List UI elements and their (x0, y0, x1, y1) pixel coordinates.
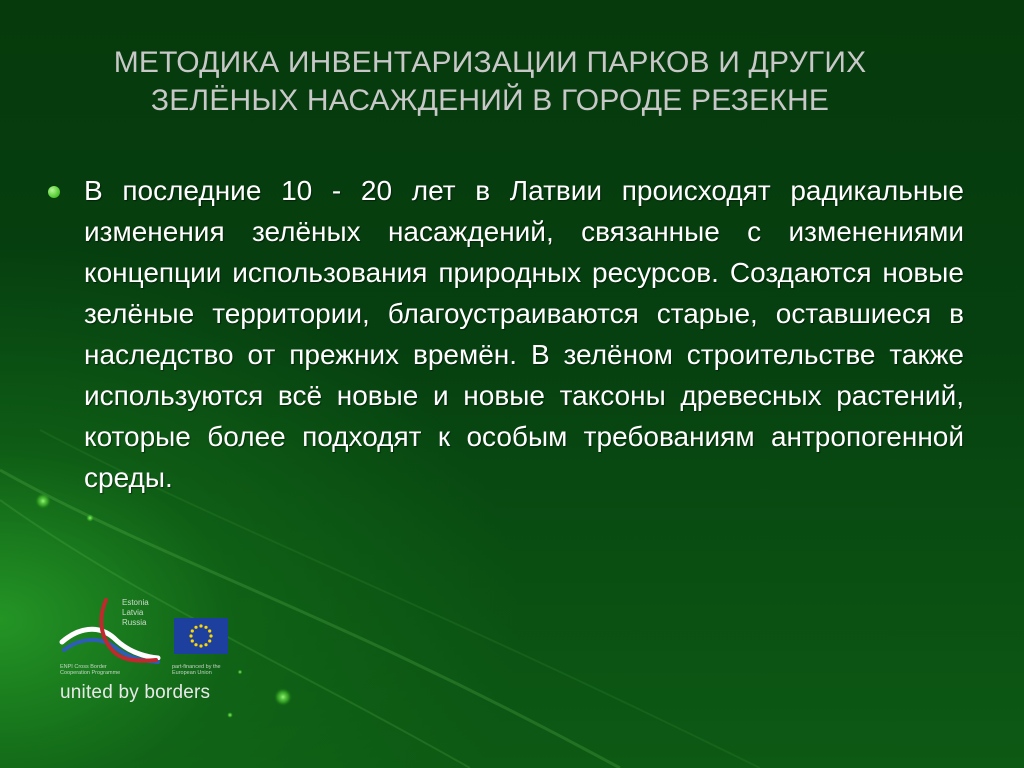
logo-countries (122, 598, 149, 628)
slide-title (40, 44, 940, 120)
logo-caption-right: part-financed by the European Union (172, 664, 221, 676)
slide-title-line-2: ЗЕЛЁНЫХ НАСАЖДЕНИЙ В ГОРОДЕ РЕЗЕКНЕ (150, 84, 830, 117)
eu-flag-icon (174, 618, 228, 654)
country-latvia: Latvia (122, 608, 144, 617)
slide-title-line-1: МЕТОДИКА ИНВЕНТАРИЗАЦИИ ПАРКОВ И ДРУГИХ (113, 46, 867, 79)
estonia-latvia-russia-logo-icon (58, 598, 168, 668)
country-russia: Russia (122, 618, 147, 627)
bullet-dot-icon (48, 186, 60, 198)
program-logo (58, 598, 248, 710)
country-estonia: Estonia (122, 598, 149, 607)
bullet-text: В последние 10 - 20 лет в Латвии происходят радикальные изменения зелёных насаждений, связанные с изменениями концепции использования природных ресурсов. Создаются новые зелёные территории, благоустраиваются старые, оставшиеся в наследство от прежних времён. В зелёном строительстве также используются всё новые и новые таксоны древесных растений, которые более подходят к особым требованиям антропогенной среды. (84, 175, 964, 493)
logo-tagline: united by borders (60, 682, 211, 703)
logo-caption-left: ENPI Cross Border Cooperation Programme (60, 664, 121, 676)
